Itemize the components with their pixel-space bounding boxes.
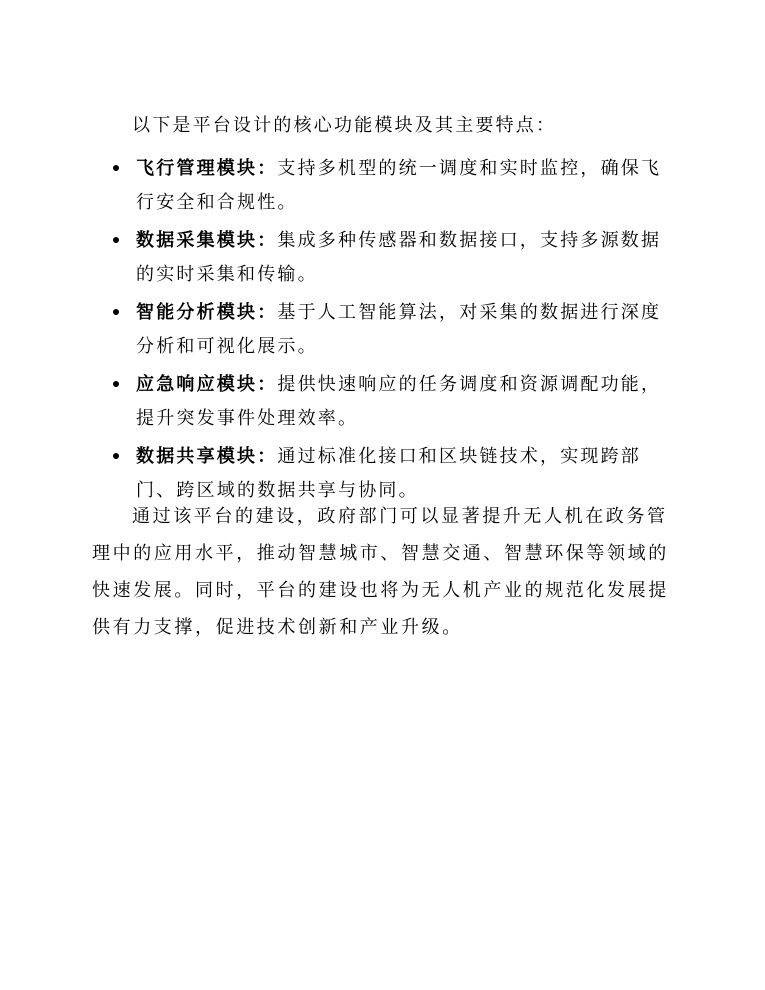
module-title: 应急响应模块： bbox=[136, 374, 278, 395]
list-item bbox=[0, 368, 765, 440]
bullet-icon bbox=[113, 165, 119, 171]
bullet-icon bbox=[113, 453, 119, 459]
bullet-icon bbox=[113, 237, 119, 243]
module-title: 数据共享模块： bbox=[136, 446, 278, 467]
list-item bbox=[0, 296, 765, 368]
module-description: 提供快速响应的任务调度和资源调配功能，提升突发事件处理效率。 bbox=[136, 374, 662, 429]
module-description: 基于人工智能算法，对采集的数据进行深度分析和可视化展示。 bbox=[136, 302, 662, 357]
module-title: 数据采集模块： bbox=[136, 230, 278, 251]
bullet-icon bbox=[113, 381, 119, 387]
list-item-text bbox=[136, 224, 666, 292]
list-item bbox=[0, 152, 765, 224]
conclusion-paragraph: 通过该平台的建设，政府部门可以显著提升无人机在政务管理中的应用水平，推动智慧城市、智慧交通、智慧环保等领域的快速发展。同时，平台的建设也将为无人机产业的规范化发展提供有力支撑，促进技术创新和产业升级。 bbox=[92, 506, 669, 638]
module-description: 支持多机型的统一调度和实时监控，确保飞行安全和合规性。 bbox=[136, 158, 662, 213]
list-item bbox=[0, 224, 765, 296]
list-item-text bbox=[136, 152, 666, 220]
list-item-text bbox=[136, 296, 666, 364]
bullet-icon bbox=[113, 309, 119, 315]
intro-paragraph: 以下是平台设计的核心功能模块及其主要特点： bbox=[132, 115, 557, 136]
module-title: 飞行管理模块： bbox=[136, 158, 278, 179]
module-description: 通过标准化接口和区块链技术，实现跨部门、跨区域的数据共享与协同。 bbox=[136, 446, 642, 501]
module-description: 集成多种传感器和数据接口，支持多源数据的实时采集和传输。 bbox=[136, 230, 662, 285]
list-item-text bbox=[136, 368, 666, 436]
module-list bbox=[0, 152, 765, 512]
module-title: 智能分析模块： bbox=[136, 302, 278, 323]
